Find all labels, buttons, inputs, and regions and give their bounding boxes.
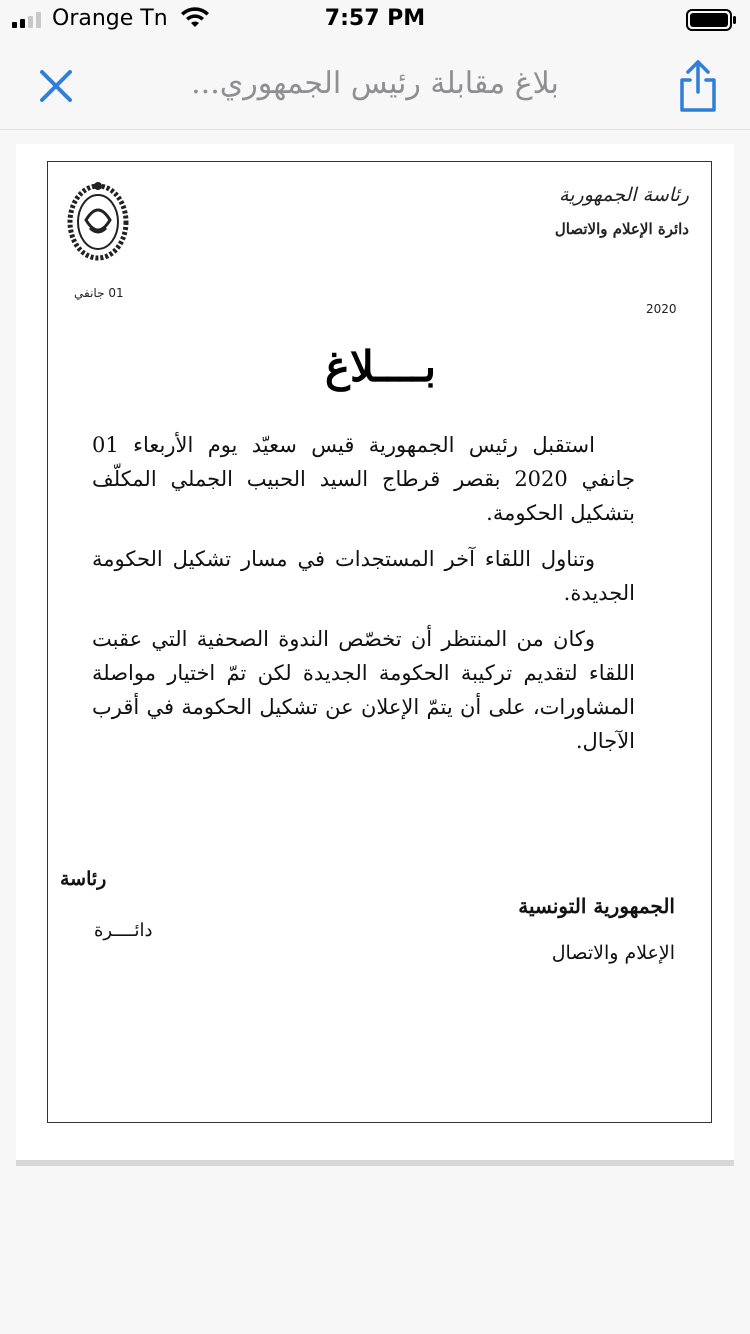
signature-left-line-1: رئاسة — [60, 868, 107, 890]
status-bar — [0, 0, 750, 40]
document-body — [92, 428, 635, 770]
body-paragraph: وكان من المنتظر أن تخصّص الندوة الصحفية التي عقبت اللقاء لتقديم تركيبة الحكومة الجديدة لكن تمّ اختيار مواصلة المشاورات، على أن يتمّ الإعلان عن تشكيل الحكومة في أقرب الآجال. — [92, 627, 635, 753]
document-date-day: 01 جانفي — [74, 286, 124, 300]
document-page — [47, 161, 712, 1123]
close-icon — [42, 72, 70, 100]
navigation-bar — [0, 40, 750, 130]
signature-right-line-2: الإعلام والاتصال — [551, 942, 675, 964]
carrier-name: Orange Tn — [52, 6, 168, 31]
signature-right-line-1: الجمهورية التونسية — [518, 894, 675, 918]
body-paragraph: وتناول اللقاء آخر المستجدات في مسار تشكيل الحكومة الجديدة. — [92, 547, 635, 605]
divider — [16, 1160, 734, 1166]
signature-left-line-2: دائــــرة — [94, 920, 153, 941]
presidency-emblem-icon — [66, 180, 130, 264]
header-subtitle: دائرة الإعلام والاتصال — [554, 220, 689, 238]
status-time: 7:57 PM — [324, 6, 426, 31]
page-title: بلاغ مقابلة رئيس الجمهوري... — [191, 66, 559, 101]
battery-icon — [686, 8, 738, 32]
close-button[interactable] — [32, 62, 80, 110]
document-date-year: 2020 — [646, 302, 677, 316]
document-heading: بــــلاغ — [324, 342, 437, 391]
share-icon — [682, 62, 714, 110]
share-button[interactable] — [672, 58, 724, 114]
header-title: رئاسة الجمهورية — [559, 184, 689, 206]
body-paragraph: استقبل رئيس الجمهورية قيس سعيّد يوم الأربعاء 01 جانفي 2020 بقصر قرطاج السيد الحبيب الجملي المكلّف بتشكيل الحكومة. — [92, 433, 635, 525]
